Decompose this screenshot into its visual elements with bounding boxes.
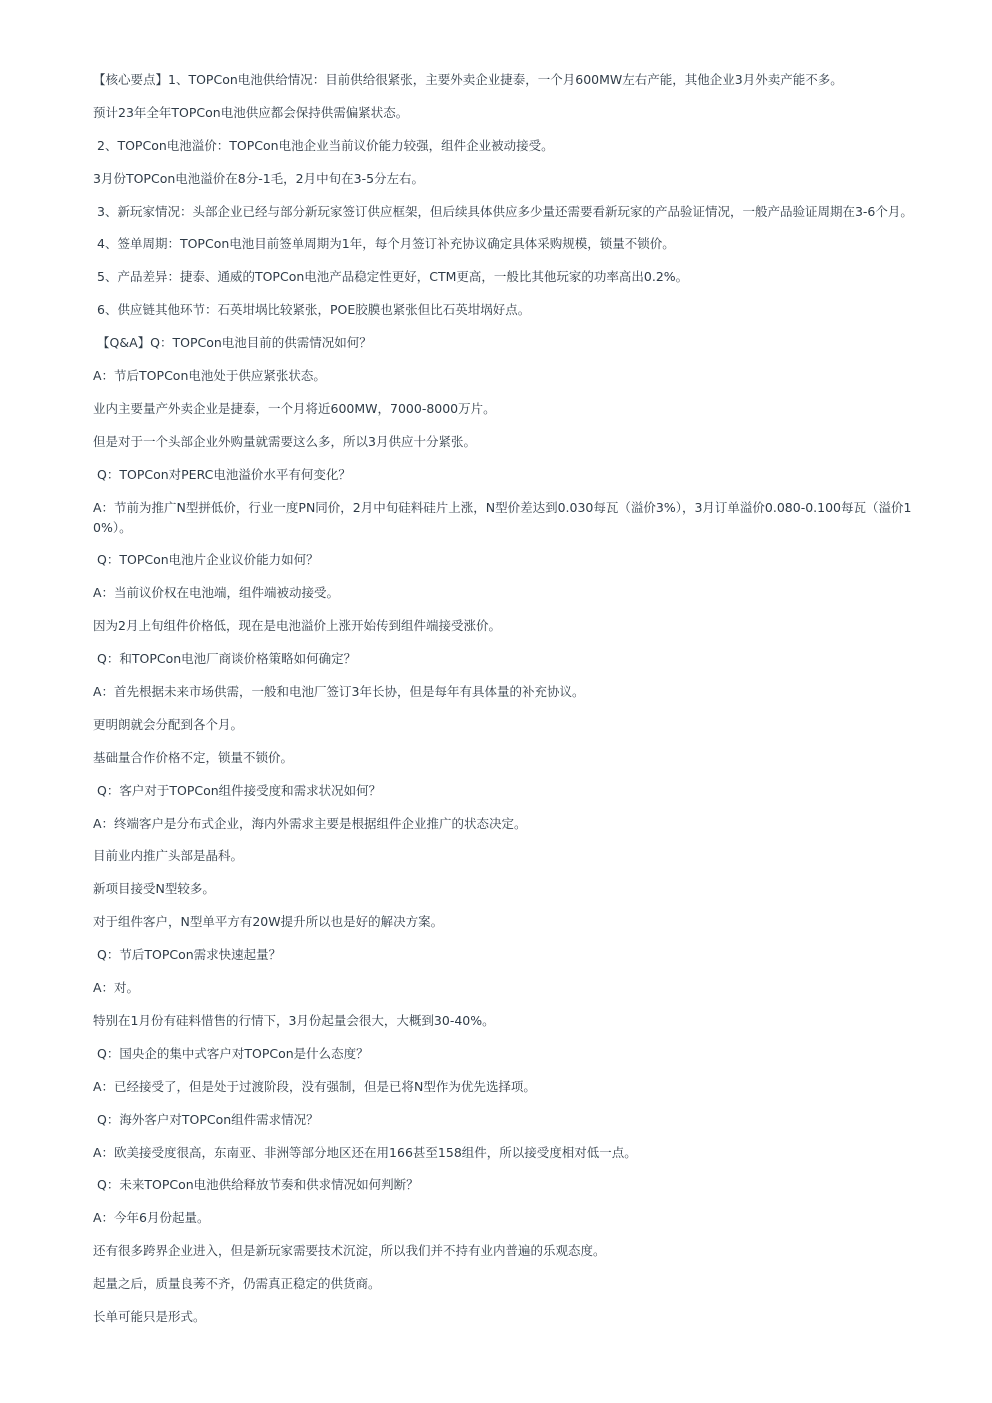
paragraph: 更明朗就会分配到各个月。 bbox=[93, 716, 244, 732]
paragraph-question: Q：未来TOPCon电池供给释放节奏和供求情况如何判断？ bbox=[97, 1177, 419, 1193]
paragraph: 但是对于一个头部企业外购量就需要这么多，所以3月供应十分紧张。 bbox=[93, 433, 476, 449]
paragraph-answer: A：对。 bbox=[93, 980, 140, 996]
paragraph-core-points: 【核心要点】1、TOPCon电池供给情况：目前供给很紧张，主要外卖企业捷泰，一个月600MW左右产能，其他企业3月外卖产能不多。 bbox=[93, 72, 843, 87]
paragraph-point-6: 6、供应链其他环节：石英坩埚比较紧张，POE胶膜也紧张但比石英坩埚好点。 bbox=[97, 302, 531, 318]
paragraph: 起量之后，质量良莠不齐，仍需真正稳定的供货商。 bbox=[93, 1276, 381, 1292]
paragraph-answer: A：节后TOPCon电池处于供应紧张状态。 bbox=[93, 368, 326, 384]
paragraph-question: Q：国央企的集中式客户对TOPCon是什么态度？ bbox=[97, 1045, 369, 1061]
paragraph: 新项目接受N型较多。 bbox=[93, 881, 215, 897]
paragraph-question: Q：TOPCon电池片企业议价能力如何？ bbox=[97, 552, 319, 568]
paragraph-answer: A：终端客户是分布式企业，海内外需求主要是根据组件企业推广的状态决定。 bbox=[93, 815, 527, 831]
paragraph: 还有很多跨界企业进入，但是新玩家需要技术沉淀，所以我们并不持有业内普遍的乐观态度。 bbox=[93, 1243, 606, 1259]
paragraph-question: Q：TOPCon对PERC电池溢价水平有何变化？ bbox=[97, 466, 351, 482]
paragraph-answer: A：节前为推广N型拼低价，行业一度PN同价，2月中旬硅料硅片上涨，N型价差达到0.030每瓦（溢价3%），3月订单溢价0.080-0.100每瓦（溢价10%）。 bbox=[93, 499, 912, 535]
paragraph-qa-heading: 【Q&A】Q：TOPCon电池目前的供需情况如何？ bbox=[97, 335, 372, 351]
paragraph-point-4: 4、签单周期：TOPCon电池目前签单周期为1年，每个月签订补充协议确定具体采购规模，锁量不锁价。 bbox=[97, 236, 675, 252]
paragraph-question: Q：和TOPCon电池厂商谈价格策略如何确定？ bbox=[97, 651, 357, 667]
paragraph-answer: A：首先根据未来市场供需，一般和电池厂签订3年长协，但是每年有具体量的补充协议。 bbox=[93, 684, 585, 700]
paragraph-question: Q：节后TOPCon需求快速起量？ bbox=[97, 947, 282, 963]
paragraph: 目前业内推广头部是晶科。 bbox=[93, 848, 244, 864]
document-body bbox=[93, 70, 939, 1340]
paragraph-question: Q：海外客户对TOPCon组件需求情况？ bbox=[97, 1111, 319, 1127]
paragraph: 业内主要量产外卖企业是捷泰，一个月将近600MW，7000-8000万片。 bbox=[93, 400, 496, 416]
paragraph-point-2: 2、TOPCon电池溢价：TOPCon电池企业当前议价能力较强，组件企业被动接受。 bbox=[97, 137, 554, 153]
paragraph: 特别在1月份有硅料惜售的行情下，3月份起量会很大，大概到30-40%。 bbox=[93, 1012, 495, 1028]
paragraph-answer: A：当前议价权在电池端，组件端被动接受。 bbox=[93, 585, 340, 601]
paragraph-point-3: 3、新玩家情况：头部企业已经与部分新玩家签订供应框架，但后续具体供应多少量还需要看新玩家的产品验证情况，一般产品验证周期在3-6个月。 bbox=[97, 203, 913, 219]
paragraph-answer: A：已经接受了，但是处于过渡阶段，没有强制，但是已将N型作为优先选择项。 bbox=[93, 1078, 536, 1094]
paragraph: 对于组件客户，N型单平方有20W提升所以也是好的解决方案。 bbox=[93, 914, 444, 930]
paragraph-question: Q：客户对于TOPCon组件接受度和需求状况如何？ bbox=[97, 782, 382, 798]
paragraph-answer: A：今年6月份起量。 bbox=[93, 1210, 210, 1226]
paragraph: 长单可能只是形式。 bbox=[93, 1308, 206, 1324]
paragraph: 基础量合作价格不定，锁量不锁价。 bbox=[93, 749, 294, 765]
paragraph-point-5: 5、产品差异：捷泰、通威的TOPCon电池产品稳定性更好，CTM更高，一般比其他玩家的功率高出0.2%。 bbox=[97, 269, 689, 285]
paragraph: 预计23年全年TOPCon电池供应都会保持供需偏紧状态。 bbox=[93, 104, 409, 120]
paragraph: 因为2月上旬组件价格低，现在是电池溢价上涨开始传到组件端接受涨价。 bbox=[93, 618, 501, 634]
paragraph-answer: A：欧美接受度很高，东南亚、非洲等部分地区还在用166甚至158组件，所以接受度相对低一点。 bbox=[93, 1144, 637, 1160]
paragraph: 3月份TOPCon电池溢价在8分-1毛，2月中旬在3-5分左右。 bbox=[93, 170, 425, 186]
